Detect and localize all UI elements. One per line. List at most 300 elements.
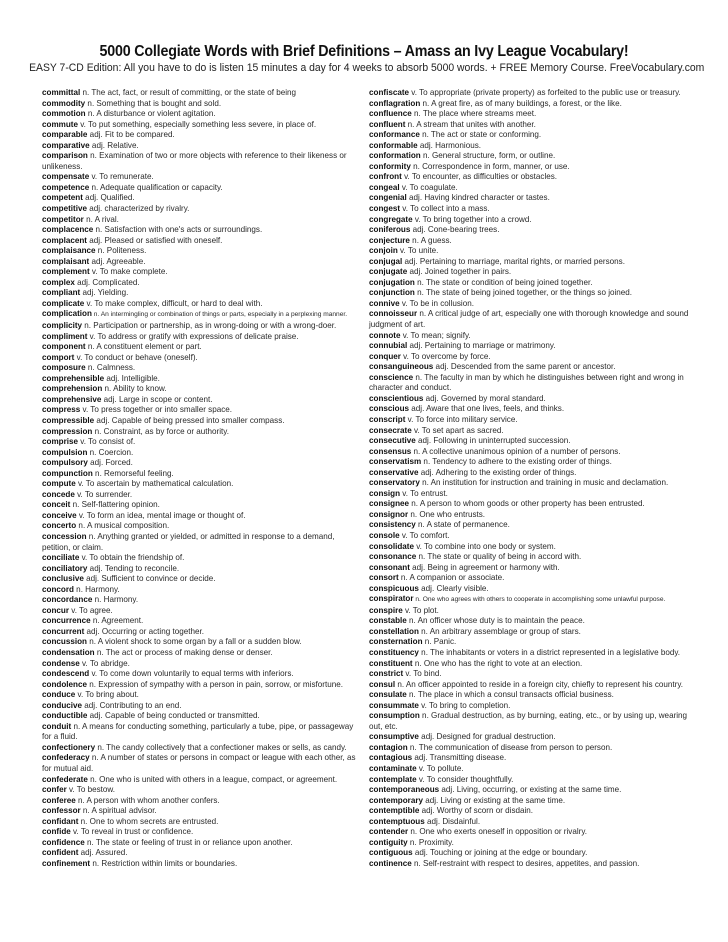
entry-definition: n. Participation or partnership, as in wrong-doing or with a wrong-doer. [82, 321, 337, 331]
entry-word: constellation [369, 626, 419, 636]
entry-definition: n. A great fire, as of many buildings, a forest, or the like. [420, 98, 622, 108]
vocabulary-entry [42, 151, 360, 172]
entry-definition: v. To surrender. [74, 489, 133, 499]
entry-definition: v. To bestow. [66, 785, 116, 795]
vocabulary-entry [369, 732, 699, 743]
entry-definition: n. One to whom secrets are entrusted. [78, 816, 219, 826]
entry-definition: n. An institution for instruction and training in music and declamation. [419, 478, 669, 488]
entry-definition: v. To coagulate. [399, 182, 458, 192]
vocabulary-entry [42, 838, 360, 849]
entry-definition: n. A constituent element or part. [85, 342, 202, 352]
vocabulary-entry [42, 585, 360, 596]
vocabulary-entry [369, 394, 699, 405]
entry-word: condescend [42, 669, 90, 679]
entry-definition: v. To force into military service. [405, 414, 518, 424]
entry-definition: n. A spiritual advisor. [80, 806, 157, 816]
entry-word: consumption [369, 711, 420, 721]
entry-word: consonance [369, 552, 417, 562]
entry-word: constrict [369, 669, 404, 679]
entry-definition: v. To bring about. [75, 690, 139, 700]
entry-word: conservatory [369, 478, 420, 488]
entry-definition: adj. Capable of being pressed into smaller compass. [94, 415, 285, 425]
entry-definition: n. An officer appointed to reside in a foreign city, chiefly to represent his country. [395, 679, 684, 689]
vocabulary-entry [42, 637, 360, 648]
entry-word: competitor [42, 214, 84, 224]
entry-word: consonant [369, 562, 410, 572]
entry-word: consecutive [369, 436, 416, 446]
vocabulary-entry [42, 278, 360, 289]
vocabulary-entry [369, 627, 699, 638]
entry-definition: v. To unite. [397, 246, 439, 256]
entry-definition: n. A means for conducting something, particularly a tube, pipe, or passageway for a fluid. [42, 721, 354, 742]
entry-definition: n. A stream that unites with another. [405, 119, 536, 129]
vocabulary-entry [369, 373, 699, 394]
entry-word: concerto [42, 521, 77, 531]
entry-word: compressible [42, 415, 95, 425]
entry-definition: n. The act or process of making dense or denser. [94, 647, 273, 657]
left-column [42, 88, 360, 869]
entry-word: congeal [369, 182, 400, 192]
vocabulary-entry [369, 120, 699, 131]
entry-word: confectionery [42, 742, 96, 752]
vocabulary-entry [369, 573, 699, 584]
entry-definition: v. To set apart as sacred. [411, 425, 504, 435]
entry-definition: adj. Descended from the same parent or ancestor. [433, 362, 616, 372]
entry-definition: adj. Yielding. [80, 288, 129, 298]
entry-definition: adj. Forced. [87, 458, 133, 468]
vocabulary-entry [369, 690, 699, 701]
entry-definition: n. Correspondence in form, manner, or use. [410, 161, 570, 171]
entry-definition: v. To comfort. [399, 530, 450, 540]
vocabulary-entry [369, 215, 699, 226]
entry-definition: adj. Transmitting disease. [412, 753, 507, 763]
entry-word: contiguous [369, 848, 413, 858]
entry-word: consignor [369, 509, 409, 519]
vocabulary-entry [42, 711, 360, 722]
entry-word: concussion [42, 637, 87, 647]
entry-definition: v. To combine into one body or system. [413, 541, 556, 551]
vocabulary-entry [42, 141, 360, 152]
entry-word: competence [42, 182, 90, 192]
vocabulary-entry [369, 141, 699, 152]
entry-word: commodity [42, 98, 86, 108]
vocabulary-entry [369, 848, 699, 859]
vocabulary-entry [42, 130, 360, 141]
entry-word: connote [369, 330, 401, 340]
entry-definition: v. To plot. [402, 605, 439, 615]
entry-word: congenial [369, 193, 407, 203]
entry-word: competitive [42, 204, 87, 214]
entry-word: consulate [369, 690, 407, 700]
entry-word: consistency [369, 520, 416, 530]
entry-definition: n. Calmness. [85, 363, 136, 373]
entry-word: coniferous [369, 225, 411, 235]
vocabulary-entry [369, 204, 699, 215]
entry-definition: n. Satisfaction with one's acts or surroundings. [93, 225, 263, 235]
vocabulary-entry [42, 775, 360, 786]
entry-definition: n. One who exerts oneself in opposition or rivalry. [408, 827, 588, 837]
entry-definition: n. The inhabitants or voters in a district represented in a legislative body. [418, 647, 681, 657]
entry-word: conferee [42, 795, 76, 805]
vocabulary-entry [42, 88, 360, 99]
vocabulary-entry [42, 448, 360, 459]
entry-definition: n. An arbitrary assemblage or group of stars. [418, 626, 581, 636]
entry-definition: v. To pollute. [416, 764, 464, 773]
vocabulary-entry [369, 309, 699, 330]
vocabulary-entry [369, 584, 699, 595]
entry-word: conjugate [369, 267, 408, 277]
entry-word: complaisant [42, 256, 90, 266]
vocabulary-entry [369, 341, 699, 352]
entry-definition: adj. Contributing to an end. [82, 700, 182, 710]
entry-word: contemptuous [369, 816, 425, 826]
entry-definition: v. To entrust. [400, 488, 448, 498]
entry-word: composure [42, 363, 86, 373]
entry-definition: n. Gradual destruction, as by burning, eating, etc., or by using up, wearing out, etc. [369, 711, 688, 731]
entry-definition: adj. Pertaining to marriage or matrimony. [407, 341, 556, 351]
entry-definition: n. The place in which a consul transacts official business. [406, 690, 614, 700]
entry-definition: v. To encounter, as difficulties or obstacles. [401, 172, 558, 182]
vocabulary-entry [42, 606, 360, 617]
entry-word: complex [42, 277, 75, 287]
entry-word: commotion [42, 109, 86, 119]
vocabulary-entry [369, 288, 699, 299]
entry-definition: n. Panic. [422, 637, 457, 647]
entry-definition: n. The communication of disease from person to person. [407, 742, 613, 752]
entry-word: complement [42, 267, 90, 277]
entry-word: conjecture [369, 235, 410, 245]
entry-definition: adj. Large in scope or content. [101, 394, 213, 404]
vocabulary-entry [42, 532, 360, 553]
entry-definition: n. Examination of two or more objects with reference to their likeness or unlikeness. [42, 151, 347, 171]
entry-definition: v. To bring to completion. [418, 700, 511, 710]
vocabulary-entry [42, 99, 360, 110]
vocabulary-entry [42, 859, 360, 870]
vocabulary-entry [369, 172, 699, 183]
vocabulary-entry [369, 616, 699, 627]
entry-definition: adj. Cone-bearing trees. [410, 225, 500, 235]
vocabulary-entry [42, 267, 360, 278]
entry-word: conclusive [42, 574, 84, 584]
entry-word: concurrence [42, 616, 91, 626]
entry-word: contiguity [369, 837, 408, 847]
entry-word: concur [42, 605, 69, 615]
entry-definition: n. The state or quality of being in accord with. [416, 552, 582, 562]
vocabulary-entry [42, 309, 360, 321]
entry-definition: n. Restriction within limits or boundaries. [90, 858, 238, 868]
entry-word: conformable [369, 140, 418, 150]
entry-definition: adj. Joined together in pairs. [407, 267, 512, 277]
entry-definition: n. One who has the right to vote at an election. [412, 658, 583, 668]
entry-definition: adj. Fit to be compared. [87, 130, 175, 140]
vocabulary-entry [369, 711, 699, 732]
entry-definition: n. A person to whom goods or other property has been entrusted. [409, 499, 645, 509]
vocabulary-entry [369, 88, 699, 99]
entry-word: conjunction [369, 288, 415, 298]
vocabulary-entry [42, 353, 360, 364]
entry-word: contemptible [369, 806, 420, 816]
entry-definition: v. To bring together into a crowd. [412, 214, 532, 224]
page-subtitle: EASY 7-CD Edition: All you have to do is listen 15 minutes a day for 4 weeks to absorb 5000 words. + FREE Memory Course. FreeVocabulary.com [29, 62, 705, 74]
entry-word: conjoin [369, 246, 398, 256]
entry-word: contender [369, 827, 409, 837]
entry-definition: v. To obtain the friendship of. [79, 553, 185, 563]
vocabulary-entry [42, 363, 360, 374]
entry-definition: n. Proximity. [407, 837, 454, 847]
vocabulary-entry [42, 753, 360, 774]
entry-definition: v. To abridge. [79, 658, 130, 668]
entry-definition: n. The act, fact, or result of committing, or the state of being [80, 88, 297, 97]
entry-word: consecrate [369, 425, 412, 435]
entry-definition: adj. Designed for gradual destruction. [418, 732, 556, 742]
entry-definition: n. The state or condition of being joined together. [414, 277, 593, 287]
vocabulary-entry [369, 478, 699, 489]
entry-definition: adj. Intelligible. [104, 373, 160, 383]
entry-definition: v. To make complete. [89, 267, 168, 277]
entry-definition: v. To press together or into smaller space. [80, 405, 233, 415]
vocabulary-entry [369, 299, 699, 310]
entry-word: committal [42, 88, 81, 97]
entry-definition: v. To form an idea, mental image or thought of. [76, 510, 246, 520]
entry-definition: adj. Governed by moral standard. [423, 393, 546, 403]
entry-word: competent [42, 193, 83, 203]
entry-word: confide [42, 827, 71, 837]
entry-definition: n. A musical composition. [76, 521, 170, 531]
vocabulary-entry [42, 458, 360, 469]
vocabulary-entry [42, 479, 360, 490]
vocabulary-entry [369, 352, 699, 363]
entry-definition: adj. Having kindred character or tastes. [406, 193, 550, 203]
entry-word: conceit [42, 500, 71, 510]
entry-word: concordance [42, 595, 93, 605]
entry-word: conduit [42, 721, 72, 731]
entry-definition: v. To remunerate. [89, 172, 154, 182]
vocabulary-entry [42, 236, 360, 247]
vocabulary-entry [369, 246, 699, 257]
entry-word: conspicuous [369, 583, 419, 593]
entry-word: conflagration [369, 98, 421, 108]
entry-definition: adj. Touching or joining at the edge or boundary. [412, 848, 588, 858]
entry-definition: adj. Sufficient to convince or decide. [83, 574, 216, 584]
vocabulary-entry [369, 796, 699, 807]
entry-word: comparative [42, 140, 90, 150]
entry-word: complacence [42, 225, 94, 235]
entry-definition: adj. Worthy of scorn or disdain. [419, 806, 534, 816]
vocabulary-entry [369, 838, 699, 849]
entry-definition: adj. Being in agreement or harmony with. [409, 562, 560, 572]
vocabulary-entry [369, 806, 699, 817]
vocabulary-entry [42, 374, 360, 385]
entry-word: complication [42, 309, 92, 319]
entry-word: conscientious [369, 393, 424, 403]
entry-definition: n. The act or state or conforming. [419, 130, 542, 140]
entry-definition: n. The state or feeling of trust in or reliance upon another. [84, 837, 293, 847]
vocabulary-entry [369, 415, 699, 426]
entry-definition: v. To be in collusion. [399, 298, 474, 308]
entry-definition: adj. Disdainful. [424, 816, 481, 826]
entry-word: compulsory [42, 458, 88, 468]
vocabulary-entry [369, 267, 699, 278]
entry-word: connive [369, 298, 400, 308]
vocabulary-entry [42, 785, 360, 796]
entry-word: comprehensible [42, 373, 105, 383]
vocabulary-entry [369, 278, 699, 289]
entry-definition: n. Agreement. [90, 616, 144, 626]
vocabulary-entry [42, 701, 360, 712]
entry-definition: n. A person with whom another confers. [75, 795, 220, 805]
entry-word: comport [42, 352, 75, 362]
entry-word: condensation [42, 647, 95, 657]
vocabulary-entry [42, 437, 360, 448]
entry-definition: adj. characterized by rivalry. [86, 204, 190, 214]
vocabulary-entry [42, 806, 360, 817]
entry-word: complicate [42, 298, 85, 308]
vocabulary-entry [369, 542, 699, 553]
entry-word: contemporary [369, 795, 423, 805]
vocabulary-entry [369, 563, 699, 574]
vocabulary-entry [42, 225, 360, 236]
entry-definition: n. A companion or associate. [398, 573, 505, 583]
entry-definition: n. An officer whose duty is to maintain the peace. [406, 616, 585, 626]
entry-word: continence [369, 858, 412, 868]
vocabulary-entry [369, 606, 699, 617]
entry-word: complicity [42, 321, 83, 331]
vocabulary-entry [369, 743, 699, 754]
vocabulary-entry [42, 521, 360, 532]
vocabulary-entry [42, 553, 360, 564]
vocabulary-entry [369, 404, 699, 415]
vocabulary-entry [42, 299, 360, 310]
entry-word: consummate [369, 700, 419, 710]
entry-word: comprehension [42, 384, 103, 394]
vocabulary-entry [369, 257, 699, 268]
entry-definition: n. One who agrees with others to cooperate in accomplishing some unlawful purpose. [413, 596, 666, 604]
vocabulary-entry [369, 827, 699, 838]
entry-definition: adj. Pleased or satisfied with oneself. [86, 235, 223, 245]
entry-word: concurrent [42, 626, 85, 636]
entry-word: conceive [42, 510, 77, 520]
vocabulary-entry [42, 616, 360, 627]
entry-definition: n. A number of states or persons in compact or league with each other, as for mutual aid. [42, 753, 356, 773]
entry-word: consumptive [369, 732, 419, 742]
vocabulary-entry [42, 332, 360, 343]
entry-word: contagion [369, 742, 408, 752]
vocabulary-entry [369, 552, 699, 563]
entry-definition: n. General structure, form, or outline. [420, 151, 556, 161]
entry-word: compliant [42, 288, 81, 298]
vocabulary-entry [369, 436, 699, 447]
vocabulary-entry [42, 257, 360, 268]
vocabulary-entry [369, 99, 699, 110]
entry-word: consolidate [369, 541, 414, 551]
entry-word: conducive [42, 700, 83, 710]
entry-definition: v. To come down voluntarily to equal terms with inferiors. [89, 669, 294, 679]
vocabulary-entry [42, 722, 360, 743]
entry-definition: v. To put something, especially something less severe, in place of. [77, 119, 317, 129]
vocabulary-entry [42, 416, 360, 427]
vocabulary-entry [42, 743, 360, 754]
entry-word: contemporaneous [369, 785, 440, 795]
entry-definition: adj. Aware that one lives, feels, and thinks. [409, 404, 565, 414]
entry-word: constituent [369, 658, 413, 668]
entry-word: console [369, 530, 400, 540]
entry-word: conductible [42, 711, 88, 721]
entry-word: concede [42, 489, 75, 499]
entry-definition: adj. Qualified. [82, 193, 135, 203]
vocabulary-entry [369, 130, 699, 141]
vocabulary-entry [42, 564, 360, 575]
entry-word: conformance [369, 130, 420, 140]
entry-word: confer [42, 785, 67, 795]
entry-definition: n. Something that is bought and sold. [85, 98, 222, 108]
vocabulary-entry [42, 405, 360, 416]
entry-word: conquer [369, 351, 401, 361]
vocabulary-entry [369, 468, 699, 479]
entry-word: consignee [369, 499, 410, 509]
vocabulary-entry [42, 669, 360, 680]
entry-definition: v. To reveal in trust or confidence. [70, 827, 194, 837]
entry-definition: n. A state of permanence. [415, 520, 510, 530]
vocabulary-entry [369, 489, 699, 500]
entry-word: constable [369, 616, 407, 626]
entry-word: compress [42, 405, 81, 415]
entry-word: compulsion [42, 447, 88, 457]
vocabulary-entry [369, 510, 699, 521]
entry-word: confederate [42, 774, 88, 784]
entry-word: conscript [369, 414, 406, 424]
entry-word: compunction [42, 468, 93, 478]
vocabulary-entry [369, 648, 699, 659]
entry-word: conservative [369, 467, 419, 477]
entry-definition: adj. Assured. [78, 848, 128, 858]
entry-definition: n. A collective unanimous opinion of a number of persons. [411, 446, 621, 456]
entry-word: confidence [42, 837, 85, 847]
entry-word: confidant [42, 816, 79, 826]
entry-definition: n. Politeness. [95, 246, 147, 256]
vocabulary-entry [369, 447, 699, 458]
entry-definition: v. To ascertain by mathematical calculation. [75, 479, 234, 489]
vocabulary-entry [42, 848, 360, 859]
entry-definition: v. To conduct or behave (oneself). [74, 352, 198, 362]
entry-word: confederacy [42, 753, 90, 763]
vocabulary-entry [42, 659, 360, 670]
vocabulary-entry [42, 109, 360, 120]
entry-word: component [42, 342, 86, 352]
vocabulary-entry [42, 796, 360, 807]
entry-word: conciliatory [42, 563, 88, 573]
entry-definition: adj. Pertaining to marriage, marital rights, or married persons. [402, 256, 625, 266]
vocabulary-entry [369, 499, 699, 510]
vocabulary-entry [42, 215, 360, 226]
entry-word: compensate [42, 172, 90, 182]
entry-definition: n. Harmony. [92, 595, 139, 605]
entry-word: confinement [42, 858, 91, 868]
entry-word: confessor [42, 806, 81, 816]
entry-definition: n. A critical judge of art, especially one with thorough knowledge and sound judgment of art. [369, 309, 689, 330]
entry-word: connubial [369, 341, 408, 351]
vocabulary-entry [42, 595, 360, 606]
entry-word: consul [369, 679, 396, 689]
vocabulary-entry [369, 331, 699, 342]
entry-word: compute [42, 479, 76, 489]
vocabulary-entry [369, 183, 699, 194]
entry-word: conformation [369, 151, 421, 161]
vocabulary-entry [42, 511, 360, 522]
entry-word: consign [369, 488, 401, 498]
entry-definition: v. To agree. [69, 605, 113, 615]
entry-definition: v. To make complex, difficult, or hard to deal with. [84, 298, 263, 308]
entry-definition: n. Adequate qualification or capacity. [89, 182, 223, 192]
